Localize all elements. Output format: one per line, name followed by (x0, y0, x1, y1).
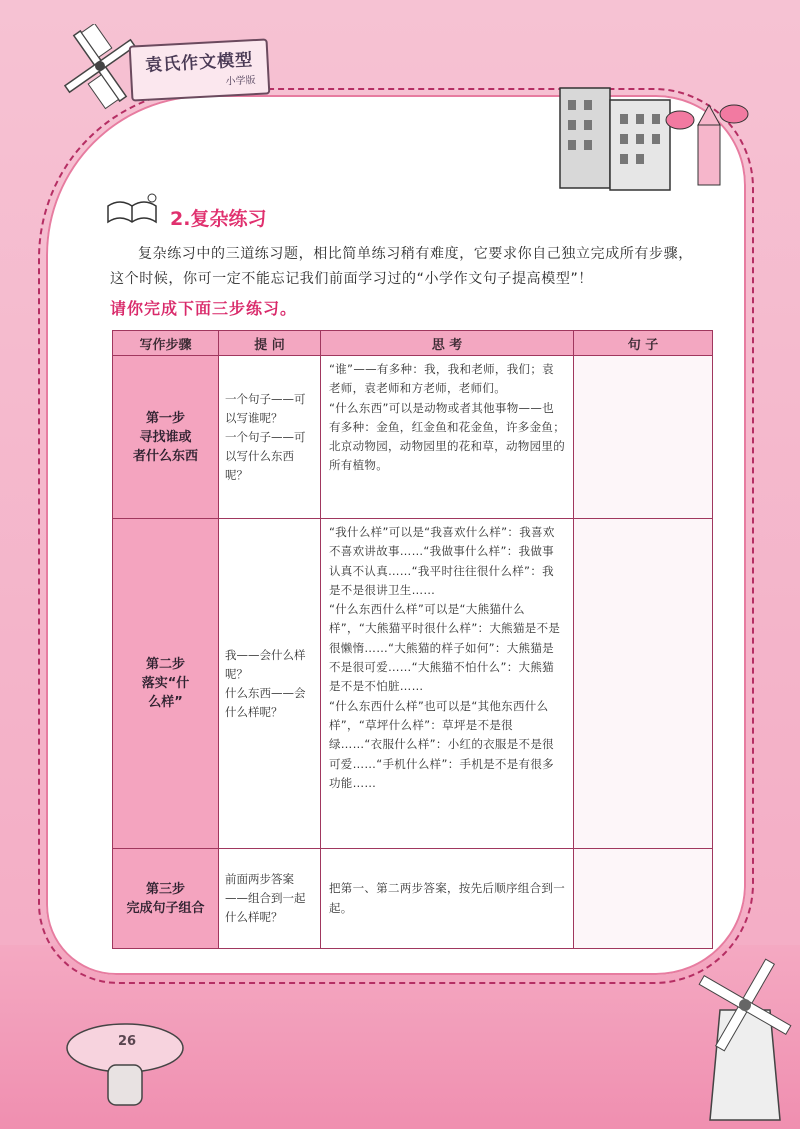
header-thinking: 思 考 (321, 331, 574, 356)
step-cell: 第一步 寻找谁或 者什么东西 (113, 356, 219, 519)
steps-table (112, 330, 713, 949)
page-number: 26 (118, 1034, 137, 1049)
header-sentence: 句 子 (574, 331, 713, 356)
buildings-icon (550, 70, 750, 200)
question-cell: 前面两步答案——组合到一起什么样呢？ (219, 849, 321, 949)
step-cell: 第二步 落实“什 么样” (113, 519, 219, 849)
step-cell: 第三步 完成句子组合 (113, 849, 219, 949)
section-title: 2.复杂练习 (170, 208, 267, 230)
sentence-answer-cell[interactable] (574, 519, 713, 849)
question-cell: 一个句子——可以写谁呢？ 一个句子——可以写什么东西呢？ (219, 356, 321, 519)
sentence-answer-cell[interactable] (574, 356, 713, 519)
book-title: 袁氏作文模型 (144, 50, 254, 76)
thinking-cell (321, 356, 574, 519)
table-row (113, 356, 713, 519)
thinking-cell (321, 849, 574, 949)
header-writing-step: 写作步骤 (113, 331, 219, 356)
header-question: 提 问 (219, 331, 321, 356)
thinking-text: “我什么样”可以是“我喜欢什么样”：我喜欢不喜欢讲故事……“我做事什么样”：我做事认真不认真……“我平时往往很什么样”：我是不是很讲卫生…… (329, 525, 555, 597)
table-header-row (113, 331, 713, 356)
thinking-text: 把第一、第二两步答案，按先后顺序组合到一起。 (329, 881, 565, 915)
windmill-icon (690, 950, 800, 1125)
thinking-text: “什么东西什么样”可以是“大熊猫什么样”，“大熊猫平时很什么样”：大熊猫是不是很懒惰……“大熊猫的样子如何”：大熊猫是不是很可爱……“大熊猫不怕什么”：大熊猫是不是不怕脏…… (329, 602, 561, 694)
intro-paragraph: 复杂练习中的三道练习题，相比简单练习稍有难度，它要求你自己独立完成所有步骤，这个时候，你可一定不能忘记我们前面学习过的“小学作文句子提高模型”！ (110, 246, 693, 287)
book-lightbulb-icon (104, 192, 164, 228)
thinking-text: “谁”——有多种：我，我和老师，我们；袁老师，袁老师和方老师，老师们。 (329, 362, 554, 396)
thinking-text: “什么东西什么样”也可以是“其他东西什么样”，“草坪什么样”：草坪是不是很绿……“衣服什么样”：小红的衣服是不是很可爱……“手机什么样”：手机是不是有很多功能…… (329, 698, 554, 790)
book-title-banner (129, 38, 271, 101)
instruction-text: 请你完成下面三步练习。 (110, 299, 298, 318)
sentence-answer-cell[interactable] (574, 849, 713, 949)
thinking-cell (321, 519, 574, 849)
book-subtitle: 小学版 (225, 75, 256, 88)
question-cell: 我——会什么样呢？ 什么东西——会什么样呢？ (219, 519, 321, 849)
thinking-text: “什么东西”可以是动物或者其他事物——也有多种：金鱼，红金鱼和花金鱼，许多金鱼；北京动物园，动物园里的花和草，动物园里的所有植物。 (329, 400, 565, 473)
table-row (113, 519, 713, 849)
table-row (113, 849, 713, 949)
